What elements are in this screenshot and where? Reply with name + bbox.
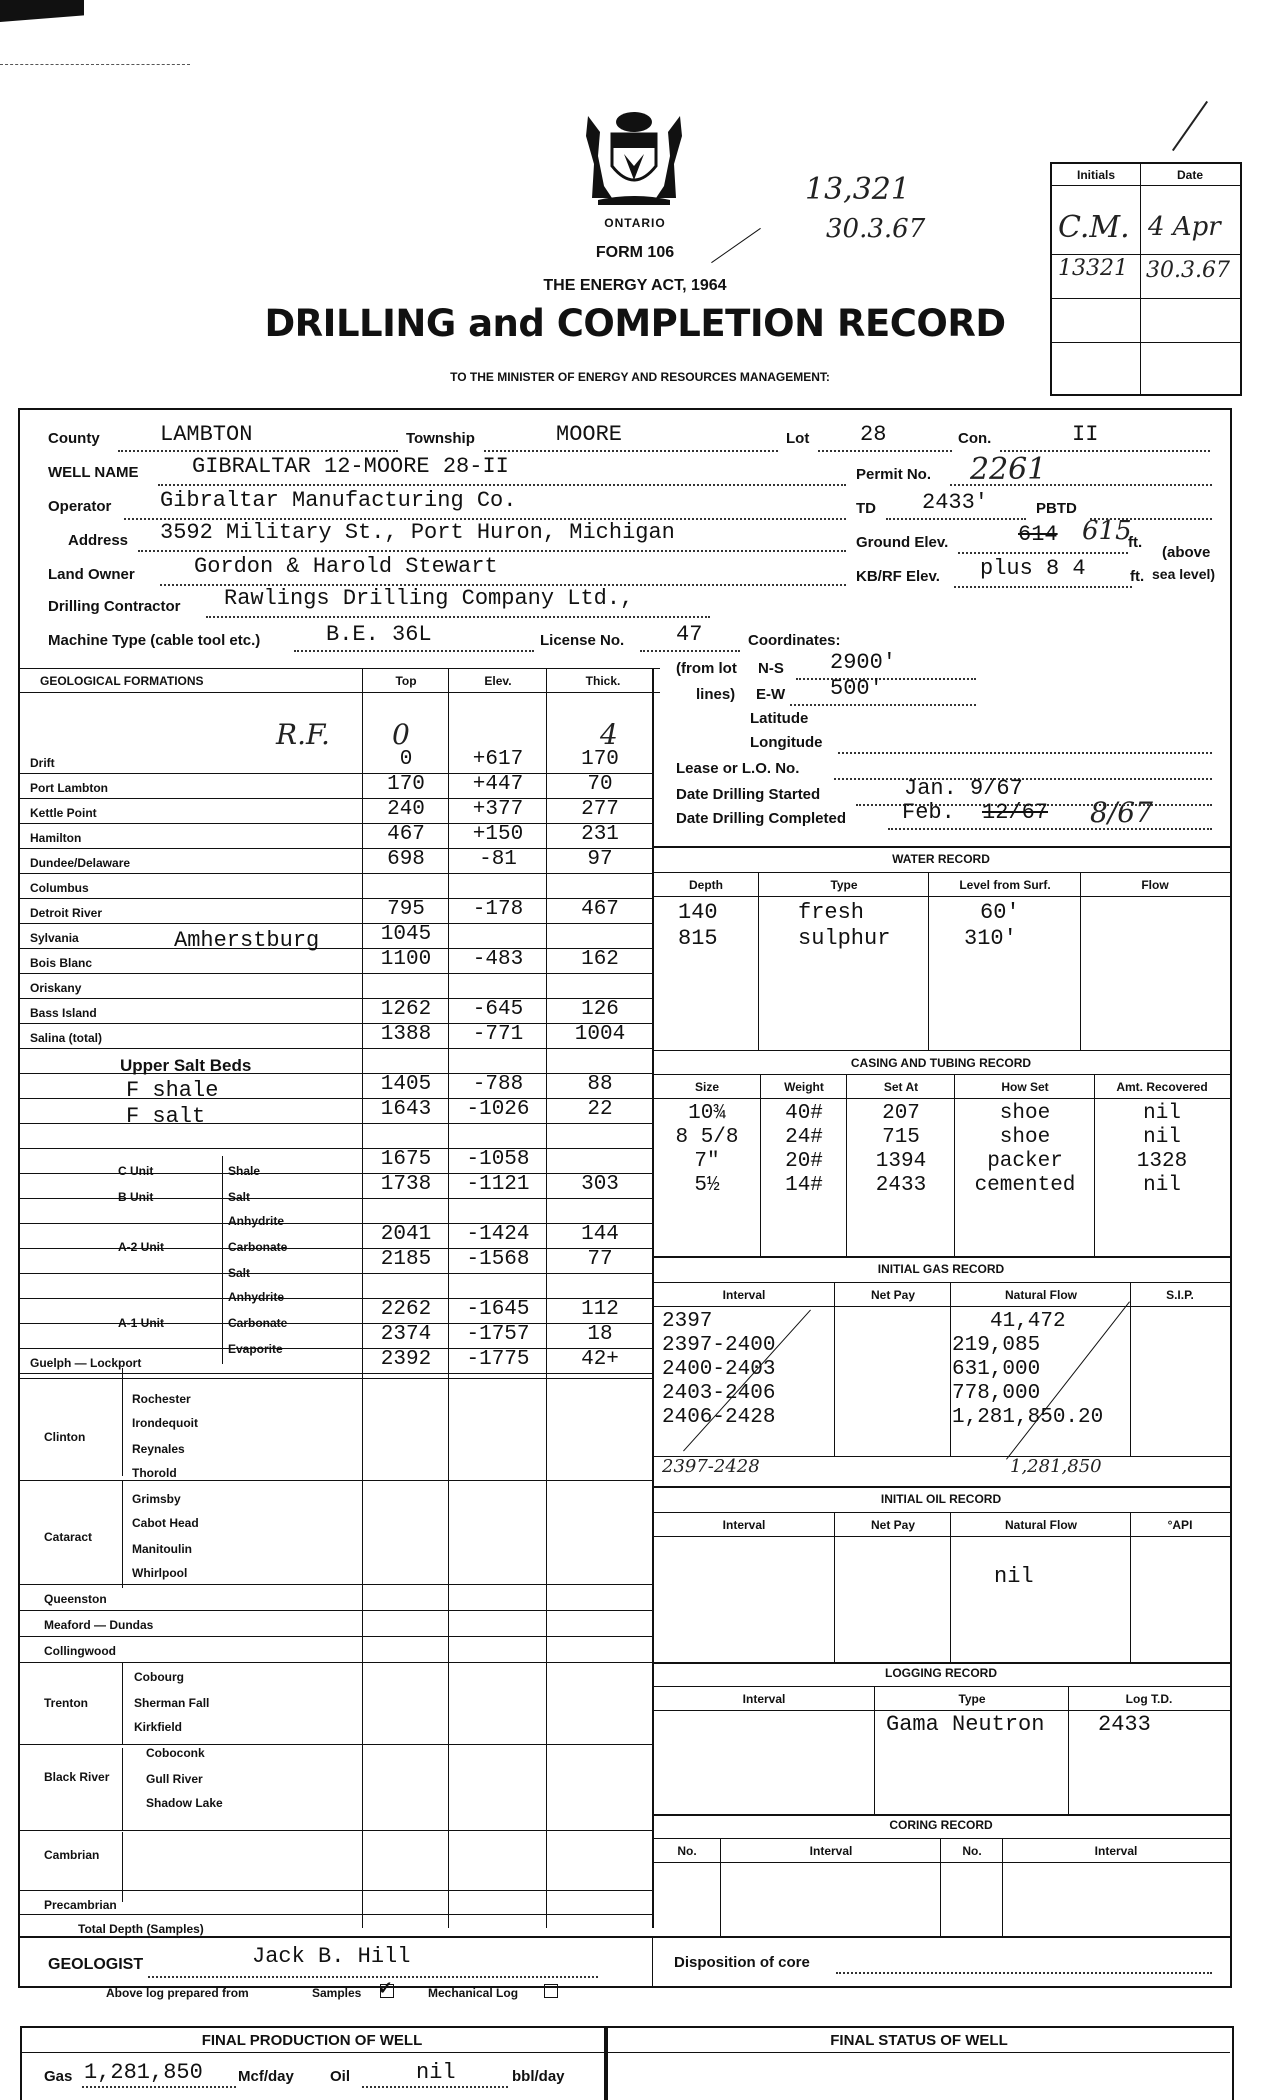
gas-row-interval: 2397-2400 [662,1334,776,1357]
geo-row-name: Columbus [30,881,89,895]
geo-row-thick: 88 [587,1073,613,1096]
geo-row-top: 2185 [380,1248,432,1271]
date-2: 30.3.67 [1146,258,1230,283]
geo-row-thick: 277 [581,798,619,821]
total-depth: Total Depth (Samples) [78,1922,204,1936]
ground-elev-struck: 614 [1018,522,1058,547]
anhydrite-label: Anhydrite [228,1214,285,1228]
township-label: Township [406,430,475,447]
geo-elev-header: Elev. [484,674,512,688]
gas-row-flow: 41,472 [990,1310,1066,1333]
geo-row-elev: -1757 [466,1323,530,1346]
date-header: Date [1176,168,1203,182]
mech-log-checkbox[interactable] [544,1984,558,1998]
oil-title: INITIAL OIL RECORD [880,1492,1002,1506]
rochester: Rochester [132,1392,191,1406]
geo-row-top: 240 [387,798,425,821]
oil-h-interval: Interval [722,1518,766,1532]
casing-row-size: 10¾ [688,1102,726,1125]
ew-value: 500' [830,676,883,701]
stamp-number: 13,321 [805,172,910,207]
ontario-label: ONTARIO [604,216,666,230]
machine-label: Machine Type (cable tool etc.) [48,632,261,649]
oil-prod-value: nil [416,2060,456,2085]
gas-hand-interval: 2397-2428 [662,1456,760,1477]
geo-row-top: 698 [387,848,425,871]
lease-label: Lease or L.O. No. [676,760,800,777]
logging-h-td: Log T.D. [1125,1692,1173,1706]
county-label: County [48,430,100,447]
minister-line: TO THE MINISTER OF ENERGY AND RESOURCES MANAGEMENT: [450,370,830,384]
manitoulin: Manitoulin [132,1542,192,1556]
above-log-label: Above log prepared from [106,1986,249,2000]
geo-row-top: 467 [387,823,425,846]
kbrf-label: KB/RF Elev. [856,568,940,585]
geo-row-thick: 70 [587,773,613,796]
geo-row-top: 1405 [380,1073,432,1096]
stamp-tick [711,228,761,263]
gull-river: Gull River [146,1772,203,1786]
geo-row-top: 2392 [380,1348,432,1371]
cambrian: Cambrian [44,1848,100,1862]
geo-row-top: 1262 [380,998,432,1021]
sea-label: sea level) [1152,566,1216,582]
rf-note: R.F. [276,718,330,751]
address-value: 3592 Military St., Port Huron, Michigan [160,520,675,545]
oil-flow: nil [994,1564,1034,1589]
con-label: Con. [958,430,992,447]
geo-row-top: 795 [387,898,425,921]
geo-row-elev: -1058 [466,1148,530,1171]
geologist-label: GEOLOGIST [48,1956,144,1973]
gas-title: INITIAL GAS RECORD [877,1262,1005,1276]
geo-row-thick: 231 [581,823,619,846]
casing-h-set: Set At [883,1080,919,1094]
geo-row-name: Oriskany [30,981,82,995]
precambrian: Precambrian [44,1898,117,1912]
geo-row-name: Port Lambton [30,781,108,795]
geo-row-thick: 112 [581,1298,619,1321]
a2-unit: A-2 Unit [118,1240,164,1254]
pbtd-label: PBTD [1036,500,1077,517]
con-value: II [1072,422,1099,447]
casing-row-amt: nil [1143,1126,1181,1149]
casing-row-amt: nil [1143,1102,1181,1125]
geo-row-top: 1100 [380,948,432,971]
kirkfield: Kirkfield [134,1720,183,1734]
logging-h-type: Type [958,1692,986,1706]
casing-h-amt: Amt. Recovered [1116,1080,1208,1094]
casing-row-set: 1394 [875,1150,927,1173]
geo-row-thick: 18 [587,1323,613,1346]
ontario-coat-of-arms [578,106,690,206]
latitude-label: Latitude [750,710,809,727]
meaford: Meaford — Dundas [44,1618,154,1632]
geo-row-elev: -483 [472,948,524,971]
geo-row-top: 2262 [380,1298,432,1321]
casing-row-weight: 20# [785,1150,823,1173]
rf-top: 0 [392,718,410,751]
geo-row-thick: 144 [581,1223,619,1246]
well-name-value: GIBRALTAR 12-MOORE 28-II [192,454,509,479]
geo-row-elev: -1775 [466,1348,530,1371]
casing-row-how: packer [987,1150,1063,1173]
geo-row-top: 1388 [380,1023,432,1046]
grimsby: Grimsby [132,1492,181,1506]
completed-value: Feb. [902,800,955,825]
casing-h-size: Size [694,1080,719,1094]
coboconk: Coboconk [146,1746,205,1760]
water-title: WATER RECORD [892,852,990,866]
kbrf-value: plus 8 4 [980,556,1086,581]
f-salt: F salt [126,1104,206,1129]
cobourg: Cobourg [134,1670,184,1684]
final-production-title: FINAL PRODUCTION OF WELL [201,2032,423,2049]
water-1-depth: 140 [678,900,718,925]
geo-row-name: Detroit River [30,906,103,920]
water-h-level: Level from Surf. [959,878,1051,892]
contractor-value: Rawlings Drilling Company Ltd., [224,586,634,611]
gas-row-interval: 2400-2403 [662,1358,776,1381]
whirlpool: Whirlpool [132,1566,188,1580]
initials-1: C.M. [1058,210,1130,245]
carbonate-label: Carbonate [228,1240,288,1254]
salt-label: Salt [228,1190,251,1204]
casing-row-weight: 24# [785,1126,823,1149]
geo-row-elev: +617 [472,748,524,771]
queenston: Queenston [44,1592,107,1606]
trenton: Trenton [44,1696,88,1710]
geo-row-top: 0 [399,748,413,771]
cataract: Cataract [44,1530,93,1544]
c-unit: C Unit [118,1164,154,1178]
geo-row-thick: 467 [581,898,619,921]
geo-row-top: 1643 [380,1098,432,1121]
gas-unit: Mcf/day [238,2068,294,2085]
gas-row-flow: 219,085 [952,1334,1041,1357]
check-mark [1172,101,1208,151]
initials-2: 13321 [1058,256,1128,281]
gas-row-interval: 2397 [662,1310,713,1333]
gas-prod-label: Gas [44,2068,73,2085]
coordinates-label: Coordinates: [748,632,841,649]
started-label: Date Drilling Started [676,786,821,803]
oil-h-netpay: Net Pay [870,1518,916,1532]
operator-value: Gibraltar Manufacturing Co. [160,488,517,513]
geo-row-top: 1738 [380,1173,432,1196]
b-unit: B Unit [118,1190,154,1204]
coring-h-interval1: Interval [809,1844,853,1858]
license-value: 47 [676,622,703,647]
geo-row-name: Bois Blanc [30,956,93,970]
geo-row-top: 2374 [380,1323,432,1346]
salt2-label: Salt [228,1266,251,1280]
operator-label: Operator [48,498,112,515]
casing-row-how: shoe [999,1126,1051,1149]
geo-row-name: Salina (total) [30,1031,103,1045]
logging-td: 2433 [1098,1712,1151,1737]
casing-row-amt: nil [1143,1174,1181,1197]
completed-label: Date Drilling Completed [676,810,847,827]
thorold: Thorold [132,1466,177,1480]
lot-value: 28 [860,422,887,447]
geo-row-elev: -1645 [466,1298,530,1321]
geo-row-thick: 126 [581,998,619,1021]
casing-row-size: 5½ [694,1174,720,1197]
casing-row-how: cemented [974,1174,1076,1197]
gas-row-interval: 2403-2406 [662,1382,776,1405]
water-h-flow: Flow [1141,878,1169,892]
license-label: License No. [540,632,625,649]
geo-row-name: Kettle Point [30,806,97,820]
land-owner-value: Gordon & Harold Stewart [194,554,498,579]
stamp-date: 30.3.67 [826,214,926,244]
date-1: 4 Apr [1148,212,1221,242]
ft2-label: ft. [1130,568,1145,585]
geo-row-thick: 1004 [574,1023,626,1046]
land-owner-label: Land Owner [48,566,135,583]
coring-h-interval2: Interval [1094,1844,1138,1858]
water-h-depth: Depth [689,878,723,892]
casing-row-set: 207 [882,1102,920,1125]
geo-row-thick: 77 [587,1248,613,1271]
geo-row-top: 1675 [380,1148,432,1171]
geo-row-elev: -788 [472,1073,524,1096]
samples-label: Samples [312,1986,362,2000]
geo-row-elev: +150 [472,823,524,846]
geo-row-thick: 303 [581,1173,619,1196]
collingwood: Collingwood [44,1644,116,1658]
geo-row-thick: 170 [581,748,619,771]
lines-label: lines) [696,686,736,703]
cabot-head: Cabot Head [132,1516,199,1530]
form-title: DRILLING and COMPLETION RECORD [264,302,1006,345]
water-1-type: fresh [798,900,865,925]
gas-hand-flow: 1,281,850 [1010,1456,1102,1477]
permit-label: Permit No. [856,466,932,483]
gas-h-interval: Interval [722,1288,766,1302]
clinton: Clinton [44,1430,86,1444]
reynales: Reynales [132,1442,185,1456]
machine-value: B.E. 36L [326,622,432,647]
final-status-title: FINAL STATUS OF WELL [830,2032,1008,2049]
shale-label: Shale [228,1164,261,1178]
ns-label: N-S [758,660,784,677]
geo-row-elev: -1424 [466,1223,530,1246]
well-name-label: WELL NAME [48,464,139,481]
casing-row-weight: 14# [785,1174,823,1197]
geo-top-header: Top [395,674,417,688]
irondequoit: Irondequoit [132,1416,198,1430]
ground-elev-value: 615 [1082,516,1132,546]
ns-value: 2900' [830,650,897,675]
geologist-name: Jack B. Hill [252,1944,411,1969]
from-lot-label: (from lot [676,660,737,677]
geo-row-elev: -178 [472,898,524,921]
gas-row-flow: 631,000 [952,1358,1041,1381]
completed-corrected: 8/67 [1090,796,1153,829]
water-2-type: sulphur [798,926,891,951]
geo-title: GEOLOGICAL FORMATIONS [40,674,204,688]
township-value: MOORE [556,422,623,447]
geo-row-thick: 97 [587,848,613,871]
a1-unit: A-1 Unit [118,1316,164,1330]
gas-row-flow: 1,281,850.20 [952,1406,1104,1429]
coring-title: CORING RECORD [889,1818,993,1832]
form-number: FORM 106 [595,244,675,261]
casing-title: CASING AND TUBING RECORD [850,1056,1032,1070]
longitude-label: Longitude [750,734,823,751]
geo-row-thick: 22 [587,1098,613,1121]
mech-log-label: Mechanical Log [428,1986,519,2000]
td-value: 2433' [922,490,989,515]
oil-unit: bbl/day [512,2068,565,2085]
county-value: LAMBTON [160,422,253,447]
casing-row-amt: 1328 [1136,1150,1188,1173]
initials-header: Initials [1076,168,1115,182]
contractor-label: Drilling Contractor [48,598,181,615]
geo-row-elev: -645 [472,998,524,1021]
casing-row-set: 715 [882,1126,920,1149]
samples-check-icon: ✓ [378,1978,394,1998]
geo-row-elev: -81 [479,848,517,871]
water-1-level: 60' [980,900,1020,925]
amherstburg: Amherstburg [174,928,320,953]
rf-thick: 4 [600,718,618,751]
geo-row-elev: -771 [472,1023,524,1046]
oil-h-api: °API [1167,1518,1193,1532]
scan-mark [0,0,84,22]
geo-row-elev: +447 [472,773,524,796]
ew-label: E-W [756,686,786,703]
f-shale: F shale [126,1078,219,1103]
water-h-type: Type [830,878,858,892]
permit-value: 2261 [970,452,1047,487]
geo-row-top: 2041 [380,1223,432,1246]
above-label: (above [1162,544,1211,561]
ground-elev-label: Ground Elev. [856,534,949,551]
geo-row-name: Bass Island [30,1006,97,1020]
gas-h-netpay: Net Pay [870,1288,916,1302]
td-label: TD [856,500,876,517]
sherman-fall: Sherman Fall [134,1696,210,1710]
geo-row-top: 1045 [380,923,432,946]
gas-prod-value: 1,281,850 [84,2060,203,2085]
geo-row-name: Sylvania [30,931,79,945]
logging-h-interval: Interval [742,1692,786,1706]
geo-row-thick: 162 [581,948,619,971]
water-2-level: 310' [964,926,1017,951]
shadow-lake: Shadow Lake [146,1796,223,1810]
casing-h-how: How Set [1001,1080,1049,1094]
carbonate2-label: Carbonate [228,1316,288,1330]
casing-row-weight: 40# [785,1102,823,1125]
scan-line [0,64,190,65]
energy-act: THE ENERGY ACT, 1964 [543,277,727,294]
completed-struck: 12/67 [982,800,1049,825]
geo-row-thick: 42+ [581,1348,619,1371]
logging-title: LOGGING RECORD [884,1666,997,1680]
gas-row-interval: 2406-2428 [662,1406,776,1429]
water-2-depth: 815 [678,926,718,951]
casing-row-how: shoe [999,1102,1051,1125]
geo-row-elev: -1568 [466,1248,530,1271]
geo-row-elev: -1026 [466,1098,530,1121]
geo-row-elev: -1121 [466,1173,530,1196]
evaporite-label: Evaporite [228,1342,283,1356]
oil-h-flow: Natural Flow [1004,1518,1077,1532]
ft-label: ft. [1128,534,1143,551]
geo-row-top: 170 [387,773,425,796]
oil-prod-label: Oil [330,2068,351,2085]
geo-row-name: Hamilton [30,831,82,845]
geo-row-name: Drift [30,756,55,770]
geo-row-name: Dundee/Delaware [30,856,131,870]
casing-h-weight: Weight [784,1080,824,1094]
anhydrite2-label: Anhydrite [228,1290,285,1304]
geo-thick-header: Thick. [585,674,621,688]
coring-h-no2: No. [962,1844,982,1858]
upper-salt-beds: Upper Salt Beds [120,1056,252,1075]
gas-row-flow: 778,000 [952,1382,1041,1405]
coring-h-no1: No. [677,1844,697,1858]
address-label: Address [68,532,129,549]
black-river: Black River [44,1770,110,1784]
logging-type: Gama Neutron [886,1712,1045,1737]
geo-row-name: Guelph — Lockport [30,1356,142,1370]
gas-h-sip: S.I.P. [1166,1288,1194,1302]
started-value: Jan. 9/67 [904,776,1023,801]
geo-row-elev: +377 [472,798,524,821]
casing-row-size: 7" [694,1150,720,1173]
casing-row-set: 2433 [875,1174,927,1197]
disposition-label: Disposition of core [674,1954,810,1971]
lot-label: Lot [786,430,810,447]
gas-h-flow: Natural Flow [1004,1288,1077,1302]
casing-row-size: 8 5/8 [675,1126,739,1149]
